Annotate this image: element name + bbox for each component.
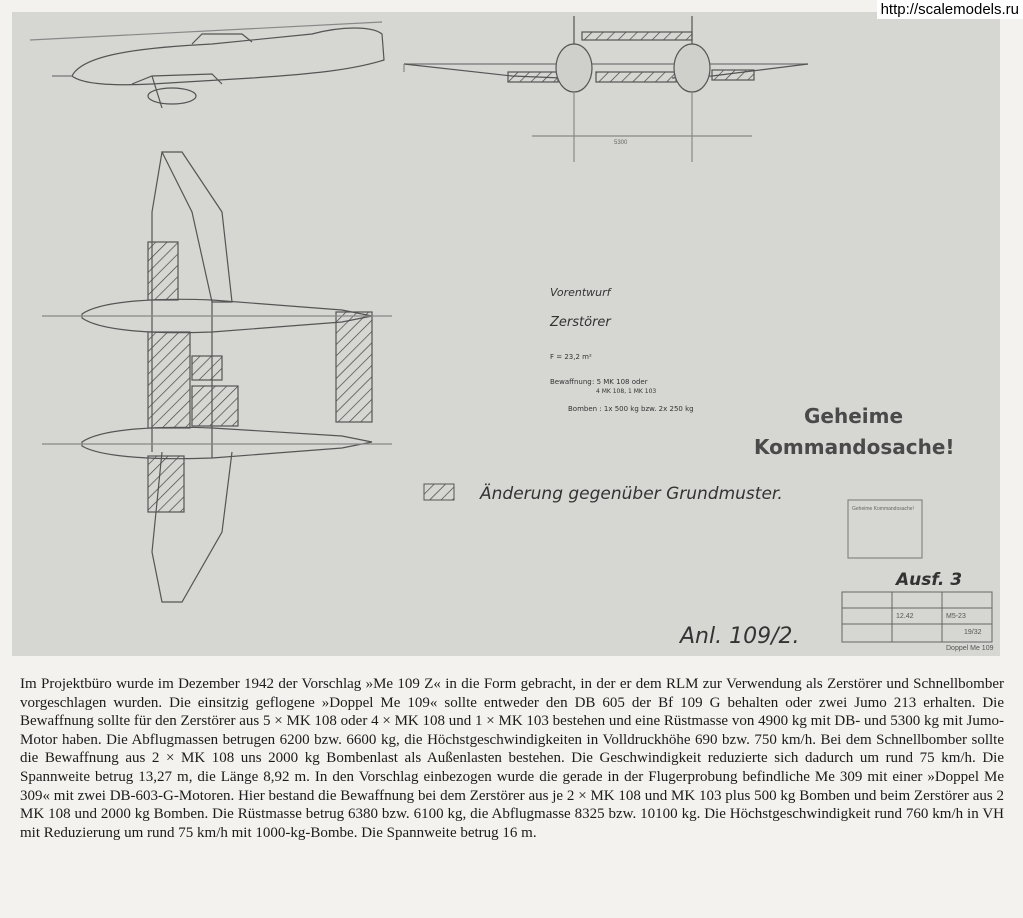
- box-code: 12.42: [896, 613, 914, 620]
- legend-text: Änderung gegenüber Grundmuster.: [480, 484, 783, 504]
- title-vorentwurf: Vorentwurf: [550, 286, 611, 299]
- armament-label: Bewaffnung: [550, 378, 592, 386]
- ausf-note: Ausf. 3: [896, 570, 963, 590]
- blueprint-photo: [12, 12, 1000, 656]
- legend-hatch: [424, 484, 454, 500]
- area-spec: F = 23,2 m²: [550, 353, 592, 361]
- anl-note: Anl. 109/2.: [680, 624, 800, 649]
- dimension-label: 5300: [614, 140, 628, 146]
- plan-view: [42, 152, 392, 602]
- stamp-geheime: Geheime: [804, 404, 904, 428]
- box-sheet: 19/32: [964, 629, 982, 636]
- watermark: http://scalemodels.ru: [877, 0, 1023, 19]
- bomb-spec: Bomben : 1x 500 kg bzw. 2x 250 kg: [568, 405, 694, 413]
- title-zerstoerer: Zerstörer: [550, 315, 611, 330]
- armament-line2: 4 MK 108, 1 MK 103: [596, 388, 657, 395]
- box-name: Doppel Me 109: [946, 645, 994, 652]
- front-view: [404, 16, 808, 162]
- armament-line1: : 5 MK 108 oder: [592, 378, 648, 386]
- stamp-kommandosache: Kommandosache!: [754, 435, 955, 459]
- caption-paragraph: Im Projektbüro wurde im Dezember 1942 der Vorschlag »Me 109 Z« in die Form gebracht, in der er dem RLM zur Verwendung als Zerstörer und Schnellbomber vorgeschlagen wurden. Die einsitzig geflogene »Doppel Me 109« sollte entweder den DB 605 der Bf 109 G behalten oder zwei Jumo 213 erhalten. Die Bewaffnung sollte für den Zerstörer aus 5 × MK 108 oder 4 × MK 108 und 1 × MK 103 bestehen und eine Rüstmasse von 4900 kg mit DB- und 5300 kg mit Jumo-Motor haben. Die Abflugmassen betrugen 6200 bzw. 6600 kg, die Höchstgeschwindigkeiten in Volldruckhöhe 690 bzw. 750 km/h. Bei dem Schnellbomber sollte die Bewaffnung aus 2 × MK 108 uns 2000 kg Bombenlast als Außenlasten bestehen. Die Geschwindigkeit reduzierte sich dadurch um rund 75 km/h. Die Spannweite betrug 13,27 m, die Länge 8,92 m. In den Vorschlag einbezogen wurde die gerade in der Flugerprobung befindliche Me 309 mit einer »Doppel Me 309« mit zwei DB-603-G-Motoren. Hier bestand die Bewaffnung bei dem Zerstörer aus je 2 × MK 108 und MK 103 plus 500 kg Bomben und beim Zerstörer aus 2 MK 108 und 2000 kg Bomben. Die Rüstmasse betrug 6380 bzw. 6100 kg, die Abflugmasse 8325 bzw. 10100 kg. Die Höchstgeschwindigkeit rund 760 km/h in VH mit Reduzierung um rund 75 km/h mit 1000-kg-Bombe. Die Spannweite betrug 16 m.: [20, 676, 1004, 841]
- blueprint-drawing: [12, 12, 1000, 656]
- box-nr: M5-23: [946, 613, 966, 620]
- box-stamp-text: Geheime Kommandosache!: [852, 506, 914, 512]
- side-view: [30, 22, 384, 108]
